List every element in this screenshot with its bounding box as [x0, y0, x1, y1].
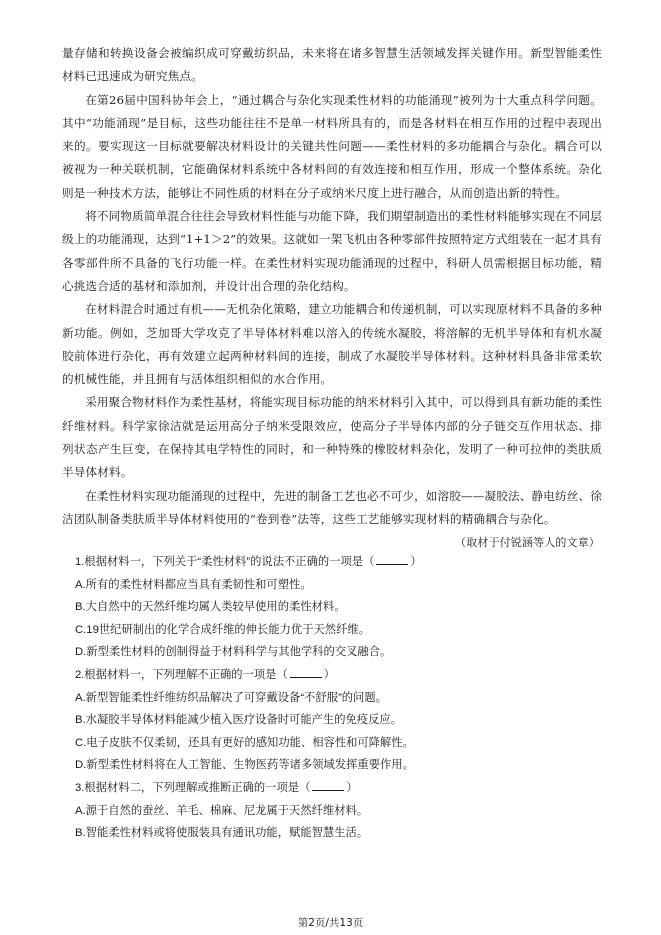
answer-option: C.电子皮肤不仅柔韧，还具有更好的感知功能、相容性和可降解性。: [75, 736, 414, 749]
answer-blank: [312, 778, 344, 791]
question-stem: 3.根据材料二，下列理解或推断正确的一项是（ ）: [75, 777, 595, 800]
answer-blank: [290, 665, 322, 678]
answer-option: A.所有的柔性材料都应当具有柔韧性和可塑性。: [75, 578, 312, 591]
paragraph: 在第26届中国科协年会上，“通过耦合与杂化实现柔性材料的功能涌现”被列为十大重点科学问题。其中“功能涌现”是目标，这些功能往往不是单一材料所具有的，而是各材料在相互作用的过程中表现出来的。要实现这一目标就要解决材料设计的关键共性问题——柔性材料的多功能耦合与杂化。耦合可以被视为一种关联机制，它能确保材料系统中各材料间的有效连接和相互作用，形成一个整体系统。杂化则是一种技术方法，能够让不同性质的材料在分子或纳米尺度上进行融合，从而创造出新的特性。: [62, 92, 602, 200]
page-number: 第2页/共13页: [297, 917, 364, 929]
answer-option: A.源于自然的蚕丝、羊毛、棉麻、尼龙属于天然纤维材料。: [75, 804, 369, 817]
question-stem: 2.根据材料一，下列理解不正确的一项是（ ）: [75, 664, 595, 687]
answer-option: B.智能柔性材料或将使服装具有通讯功能，赋能智慧生活。: [75, 827, 369, 840]
paragraph: 在柔性材料实现功能涌现的过程中，先进的制备工艺也必不可少，如溶胶——凝胶法、静电纺丝、徐洁团队制备类肤质半导体材料使用的“卷到卷”法等，这些工艺能够实现材料的精确耦合与杂化。: [62, 488, 602, 526]
paragraph: 在材料混合时通过有机——无机杂化策略，建立功能耦合和传递机制，可以实现原材料不具备的多种新功能。例如，芝加哥大学攻克了半导体材料难以溶入的传统水凝胶，将溶解的无机半导体和有机水凝胶前体进行杂化，再有效建立起两种材料间的连接，制成了水凝胶半导体材料。这种材料具备非常柔软的机械性能，并且拥有与活体组织相似的水合作用。: [62, 302, 602, 387]
question-stem: 1.根据材料一，下列关于“柔性材料”的说法不正确的一项是（ ）: [75, 551, 595, 574]
answer-option: B.水凝胶半导体材料能减少植入医疗设备时可能产生的免疫反应。: [75, 714, 402, 727]
paragraph: 将不同物质简单混合往往会导致材料性能与功能下降，我们期望制造出的柔性材料能够实现在不同层级上的功能涌现，达到“1+1＞2”的效果。这就如一架飞机由各种零部件按照特定方式组装在一起才具有各零部件所不具备的飞行功能一样。在柔性材料实现功能涌现的过程中，科研人员需根据目标功能，精心挑选合适的基材和添加剂，并设计出合理的杂化结构。: [62, 209, 602, 293]
paragraph: 采用聚合物材料作为柔性基材，将能实现目标功能的纳米材料引入其中，可以得到具有新功能的柔性纤维材料。科学家徐洁就是运用高分子纳米受限效应，使高分子半导体内部的分子链交互作用状态、排列状态产生巨变，在保持其电学特性的同时，和一种特殊的橡胶材料杂化，发明了一种可拉伸的类肤质半导体材料。: [62, 395, 602, 480]
reading-passage: [62, 42, 602, 555]
answer-option: D.新型柔性材料将在人工智能、生物医药等诸多领域发挥重要作用。: [75, 759, 414, 772]
answer-option: A.新型智能柔性纤维纺织品解决了可穿戴设备“不舒服”的问题。: [75, 691, 387, 704]
paragraph: 量存储和转换设备会被编织成可穿戴纺织品，未来将在诸多智慧生活领域发挥关键作用。新型智能柔性材料已迅速成为研究焦点。: [62, 46, 602, 84]
answer-option: C.19世纪研制出的化学合成纤维的伸长能力优于天然纤维。: [75, 623, 370, 636]
answer-blank: [376, 552, 408, 565]
answer-option: B.大自然中的天然纤维均属人类较早使用的柔性材料。: [75, 601, 346, 614]
source-citation: （取材于付锐涵等人的文章）: [455, 536, 600, 550]
answer-option: D.新型柔性材料的创制得益于材料科学与其他学科的交叉融合。: [75, 646, 392, 659]
questions-section: [75, 551, 595, 845]
